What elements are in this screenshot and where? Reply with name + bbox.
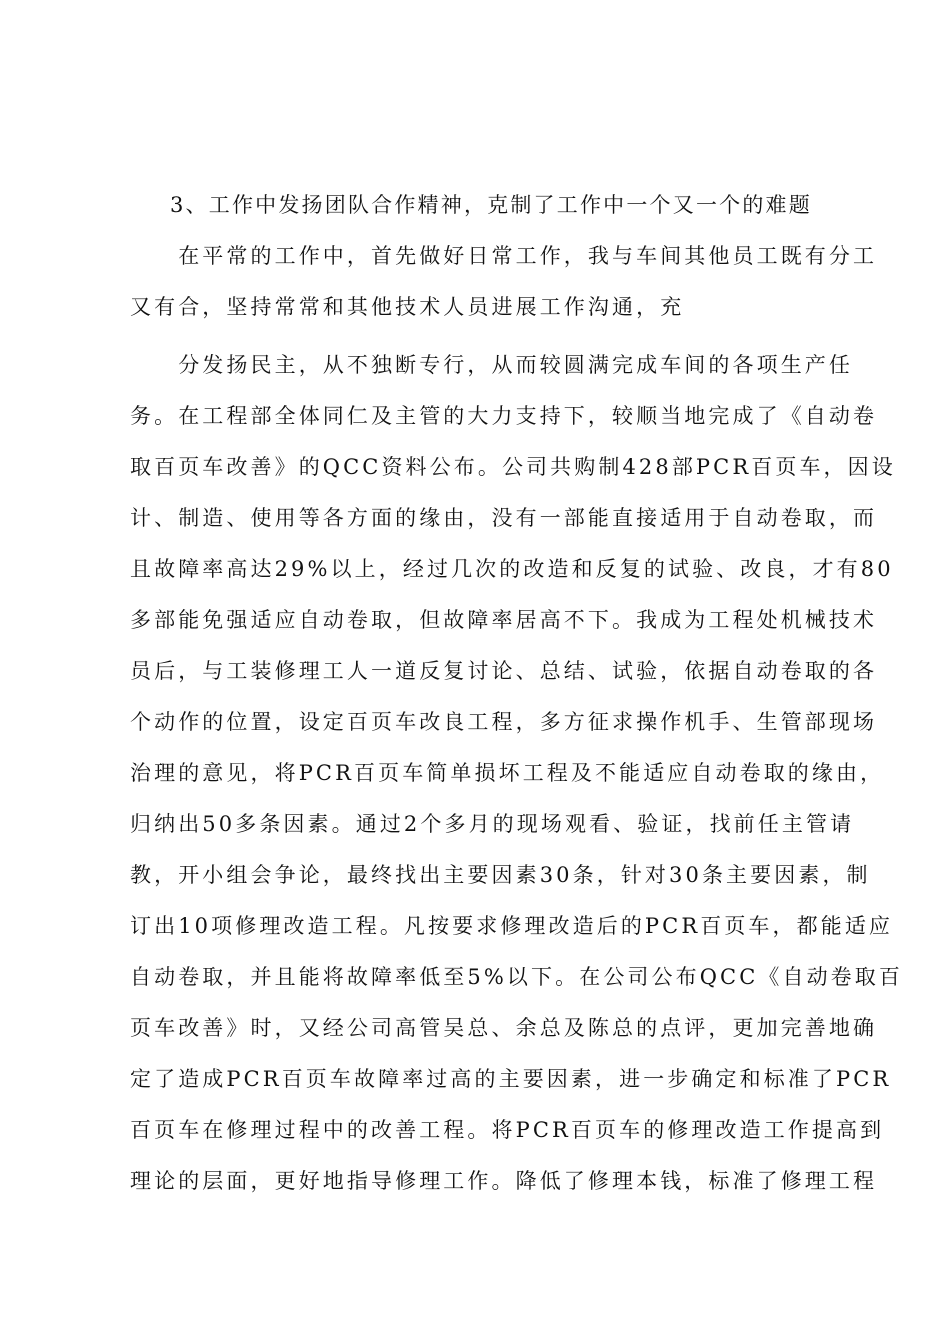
paragraph-line: 页车改善》时，又经公司高管吴总、余总及陈总的点评，更加完善地确 [130, 1016, 878, 1040]
paragraph-line: 且故障率高达29%以上，经过几次的改造和反复的试验、改良，才有80 [130, 557, 894, 581]
paragraph-line: 订出10项修理改造工程。凡按要求修理改造后的PCR百页车，都能适应 [130, 914, 894, 938]
paragraph-line: 员后，与工装修理工人一道反复讨论、总结、试验，依据自动卷取的各 [130, 659, 878, 683]
paragraph-line: 教，开小组会争论，最终找出主要因素30条，针对30条主要因素，制 [130, 863, 871, 887]
paragraph-line: 分发扬民主，从不独断专行，从而较圆满完成车间的各项生产任 [130, 353, 853, 377]
paragraph-line: 治理的意见，将PCR百页车简单损坏工程及不能适应自动卷取的缘由， [130, 761, 885, 785]
paragraph-line: 计、制造、使用等各方面的缘由，没有一部能直接适用于自动卷取，而 [130, 506, 878, 530]
paragraph-line: 又有合，坚持常常和其他技术人员进展工作沟通，充 [130, 295, 685, 319]
paragraph-2 [130, 350, 903, 1217]
paragraph-line: 个动作的位置，设定百页车改良工程，多方征求操作机手、生管部现场 [130, 710, 878, 734]
paragraph-line: 自动卷取，并且能将故障率低至5%以下。在公司公布QCC《自动卷取百 [130, 965, 903, 989]
paragraph-line: 在平常的工作中，首先做好日常工作，我与车间其他员工既有分工 [130, 244, 878, 268]
paragraph-line: 定了造成PCR百页车故障率过高的主要因素，进一步确定和标准了PCR [130, 1067, 892, 1091]
paragraph-line: 归纳出50多条因素。通过2个多月的现场观看、验证，找前任主管请 [130, 812, 855, 836]
paragraph-line: 务。在工程部全体同仁及主管的大力支持下，较顺当地完成了《自动卷 [130, 404, 878, 428]
paragraph-line: 百页车在修理过程中的改善工程。将PCR百页车的修理改造工作提高到 [130, 1118, 885, 1142]
paragraph-1 [130, 241, 878, 343]
paragraph-line: 多部能免强适应自动卷取，但故障率居高不下。我成为工程处机械技术 [130, 608, 878, 632]
paragraph-line: 理论的层面，更好地指导修理工作。降低了修理本钱，标准了修理工程 [130, 1169, 878, 1193]
paragraph-line: 取百页车改善》的QCC资料公布。公司共购制428部PCR百页车，因设 [130, 455, 896, 479]
section-heading: 3、工作中发扬团队合作精神，克制了工作中一个又一个的难题 [170, 193, 812, 217]
